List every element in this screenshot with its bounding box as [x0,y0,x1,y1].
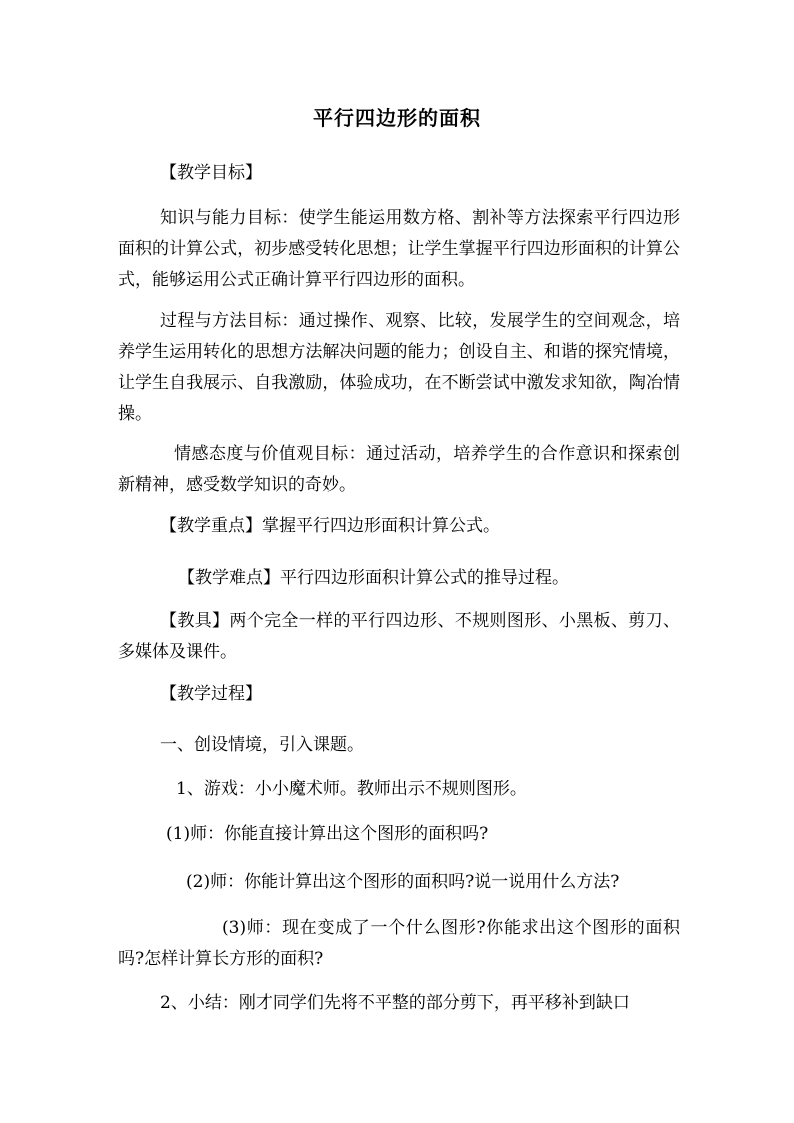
item-two: 2、小结：刚才同学们先将不平整的部分剪下，再平移补到缺口 [160,993,630,1013]
question-one: (1)师：你能直接计算出这个图形的面积吗? [166,824,489,844]
process-heading: 【教学过程】 [160,684,262,704]
document-title: 平行四边形的面积 [313,106,481,130]
item-one: 1、游戏：小小魔术师。教师出示不规则图形。 [176,779,527,799]
objective-knowledge-paragraph: 知识与能力目标：使学生能运用数方格、割补等方法探索平行四边形面积的计算公式，初步感受转化思想；让学生掌握平行四边形面积的计算公式，能够运用公式正确计算平行四边形的面积。 [118,208,680,290]
teaching-aids-paragraph: 【教具】两个完全一样的平行四边形、不规则图形、小黑板、剪刀、多媒体及课件。 [118,611,680,662]
question-two: (2)师：你能计算出这个图形的面积吗?说一说用什么方法? [186,872,620,892]
question-three-paragraph: (3)师：现在变成了一个什么图形?你能求出这个图形的面积吗?怎样计算长方形的面积? [118,918,680,969]
objectives-heading: 【教学目标】 [160,163,262,183]
objective-process-paragraph: 过程与方法目标：通过操作、观察、比较，发展学生的空间观念，培养学生运用转化的思想方法解决问题的能力；创设自主、和谐的探究情境，让学生自我展示、自我激励，体验成功，在不断尝试中激发求知欲，陶冶情操。 [118,311,680,424]
difficult-point: 【教学难点】平行四边形面积计算公式的推导过程。 [178,568,569,588]
key-point: 【教学重点】掌握平行四边形面积计算公式。 [160,516,500,536]
section-one-heading: 一、创设情境，引入课题。 [160,735,364,755]
objective-emotion-paragraph: 情感态度与价值观目标：通过活动，培养学生的合作意识和探索创新精神，感受数学知识的奇妙。 [118,444,680,495]
